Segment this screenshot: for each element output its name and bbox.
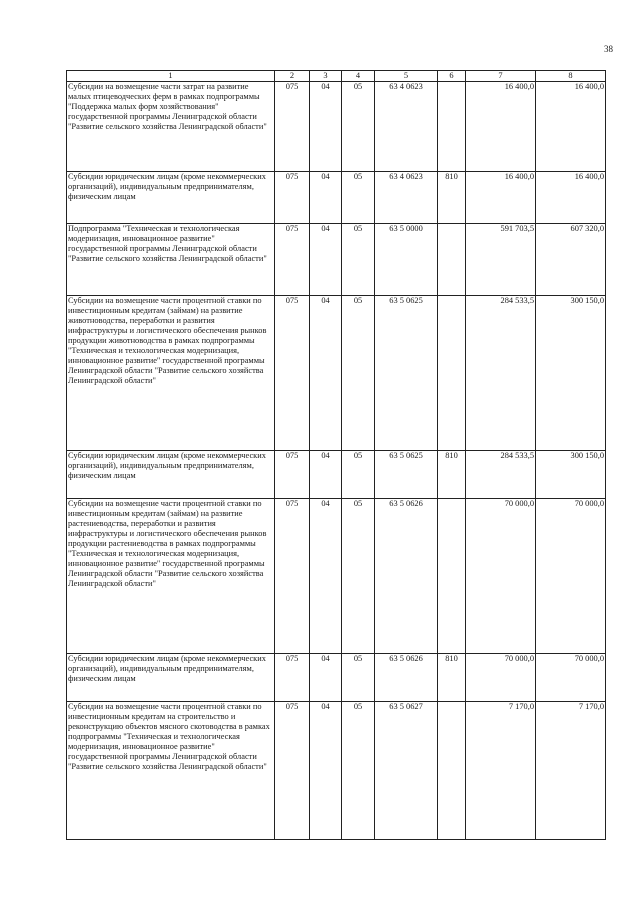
row-target-code: 63 4 0623 — [375, 82, 438, 172]
row-admin-code: 075 — [275, 296, 310, 451]
table-row — [67, 296, 606, 451]
row-subsection-code: 05 — [342, 702, 375, 840]
row-description: Субсидии на возмещение части процентной ставки по инвестиционным кредитам (займам) на развитие растениеводства, переработки и развития инфраструктуры и логистического обеспечения рынков продукции растениеводства в рамках подпрограммы "Техническая и технологическая модернизация, инновационное развитие" государственной программы Ленинградской области "Развитие сельского хозяйства Ленинградской области" — [67, 499, 275, 654]
table-row — [67, 702, 606, 840]
header-cell: 8 — [536, 71, 606, 82]
row-amount-year1: 7 170,0 — [466, 702, 536, 840]
row-expense-type — [438, 702, 466, 840]
header-cell: 6 — [438, 71, 466, 82]
row-description: Субсидии на возмещение части затрат на развитие малых птицеводческих ферм в рамках подпрограммы "Поддержка малых форм хозяйствования" государственной программы Ленинградской области "Развитие сельского хозяйства Ленинградской области" — [67, 82, 275, 172]
row-expense-type — [438, 224, 466, 296]
table-row — [67, 82, 606, 172]
row-amount-year2: 16 400,0 — [536, 82, 606, 172]
row-section-code: 04 — [310, 702, 342, 840]
row-admin-code: 075 — [275, 654, 310, 702]
row-section-code: 04 — [310, 654, 342, 702]
row-admin-code: 075 — [275, 172, 310, 224]
row-amount-year1: 284 533,5 — [466, 296, 536, 451]
row-admin-code: 075 — [275, 224, 310, 296]
header-cell: 3 — [310, 71, 342, 82]
row-admin-code: 075 — [275, 82, 310, 172]
row-amount-year1: 70 000,0 — [466, 654, 536, 702]
row-description: Субсидии юридическим лицам (кроме некоммерческих организаций), индивидуальным предпринимателям, физическим лицам — [67, 451, 275, 499]
row-section-code: 04 — [310, 224, 342, 296]
row-description: Подпрограмма "Техническая и технологическая модернизация, инновационное развитие" государственной программы Ленинградской области "Развитие сельского хозяйства Ленинградской области" — [67, 224, 275, 296]
row-admin-code: 075 — [275, 702, 310, 840]
header-row — [67, 71, 606, 82]
row-expense-type: 810 — [438, 172, 466, 224]
header-cell: 7 — [466, 71, 536, 82]
row-amount-year2: 607 320,0 — [536, 224, 606, 296]
budget-table — [66, 70, 606, 840]
table-row — [67, 224, 606, 296]
row-admin-code: 075 — [275, 451, 310, 499]
table-row — [67, 172, 606, 224]
header-cell: 5 — [375, 71, 438, 82]
row-amount-year1: 16 400,0 — [466, 82, 536, 172]
row-amount-year1: 591 703,5 — [466, 224, 536, 296]
row-subsection-code: 05 — [342, 451, 375, 499]
header-cell: 2 — [275, 71, 310, 82]
row-description: Субсидии юридическим лицам (кроме некоммерческих организаций), индивидуальным предпринимателям, физическим лицам — [67, 654, 275, 702]
row-subsection-code: 05 — [342, 172, 375, 224]
page-number: 38 — [604, 44, 613, 54]
row-subsection-code: 05 — [342, 82, 375, 172]
row-amount-year2: 7 170,0 — [536, 702, 606, 840]
row-expense-type: 810 — [438, 654, 466, 702]
row-target-code: 63 4 0623 — [375, 172, 438, 224]
row-expense-type — [438, 82, 466, 172]
row-expense-type: 810 — [438, 451, 466, 499]
row-description: Субсидии юридическим лицам (кроме некоммерческих организаций), индивидуальным предпринимателям, физическим лицам — [67, 172, 275, 224]
row-target-code: 63 5 0625 — [375, 451, 438, 499]
row-amount-year1: 16 400,0 — [466, 172, 536, 224]
row-description: Субсидии на возмещение части процентной ставки по инвестиционным кредитам (займам) на развитие животноводства, переработки и развития инфраструктуры и логистического обеспечения рынков продукции животноводства в рамках подпрограммы "Техническая и технологическая модернизация, инновационное развитие" государственной программы Ленинградской области "Развитие сельского хозяйства Ленинградской области" — [67, 296, 275, 451]
row-amount-year2: 70 000,0 — [536, 654, 606, 702]
row-target-code: 63 5 0000 — [375, 224, 438, 296]
row-amount-year2: 300 150,0 — [536, 451, 606, 499]
row-amount-year2: 70 000,0 — [536, 499, 606, 654]
row-subsection-code: 05 — [342, 224, 375, 296]
row-section-code: 04 — [310, 451, 342, 499]
row-subsection-code: 05 — [342, 654, 375, 702]
row-section-code: 04 — [310, 296, 342, 451]
row-expense-type — [438, 296, 466, 451]
row-amount-year1: 284 533,5 — [466, 451, 536, 499]
header-cell: 1 — [67, 71, 275, 82]
table-row — [67, 451, 606, 499]
row-amount-year2: 16 400,0 — [536, 172, 606, 224]
row-target-code: 63 5 0625 — [375, 296, 438, 451]
row-target-code: 63 5 0627 — [375, 702, 438, 840]
row-section-code: 04 — [310, 82, 342, 172]
row-target-code: 63 5 0626 — [375, 654, 438, 702]
row-amount-year1: 70 000,0 — [466, 499, 536, 654]
row-subsection-code: 05 — [342, 499, 375, 654]
row-subsection-code: 05 — [342, 296, 375, 451]
row-target-code: 63 5 0626 — [375, 499, 438, 654]
table-row — [67, 654, 606, 702]
row-amount-year2: 300 150,0 — [536, 296, 606, 451]
header-cell: 4 — [342, 71, 375, 82]
row-section-code: 04 — [310, 172, 342, 224]
row-section-code: 04 — [310, 499, 342, 654]
table-row — [67, 499, 606, 654]
row-expense-type — [438, 499, 466, 654]
row-description: Субсидии на возмещение части процентной ставки по инвестиционным кредитам на строительство и реконструкцию объектов мясного скотоводства в рамках подпрограммы "Техническая и технологическая модернизация, инновационное развитие" государственной программы Ленинградской области "Развитие сельского хозяйства Ленинградской области" — [67, 702, 275, 840]
row-admin-code: 075 — [275, 499, 310, 654]
